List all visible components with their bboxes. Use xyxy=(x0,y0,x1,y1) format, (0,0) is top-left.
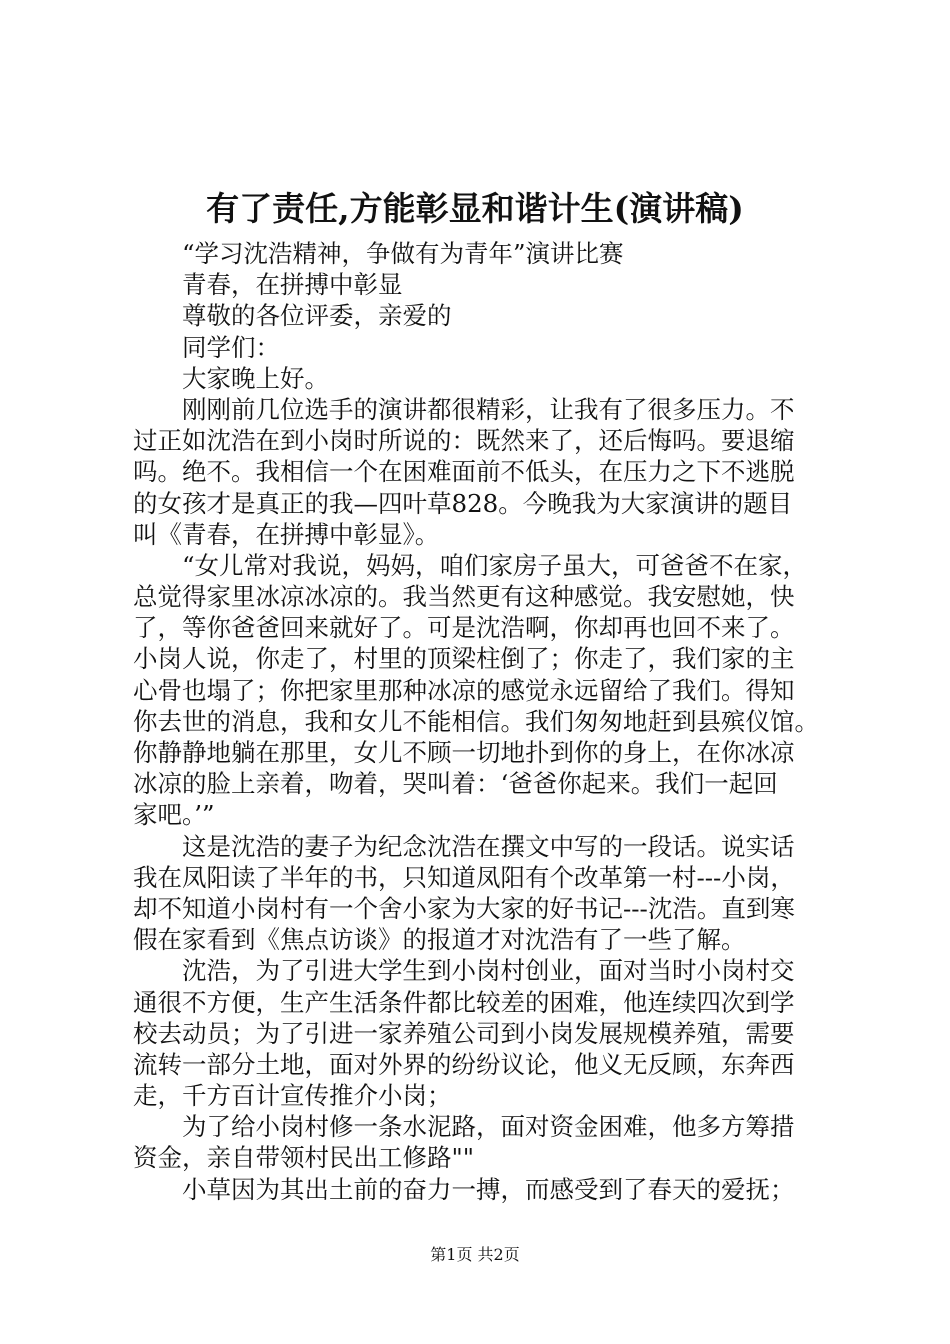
text-line: 叫《青春，在拼搏中彰显》。 xyxy=(133,519,440,549)
text-line: 资金，亲自带领村民出工修路"" xyxy=(133,1143,475,1173)
text-line: 心骨也塌了；你把家里那种冰凉的感觉永远留给了我们。得知 xyxy=(133,675,795,705)
text-line: 通很不方便，生产生活条件都比较差的困难，他连续四次到学 xyxy=(133,987,795,1017)
text-line: 总觉得家里冰凉冰凉的。我当然更有这种感觉。我安慰她，快 xyxy=(133,582,795,612)
text-line: 流转一部分土地，面对外界的纷纷议论，他义无反顾，东奔西 xyxy=(133,1049,795,1079)
text-line: 家吧。’” xyxy=(133,800,215,830)
text-line: 沈浩，为了引进大学生到小岗村创业，面对当时小岗村交 xyxy=(182,956,795,986)
text-line: 这是沈浩的妻子为纪念沈浩在撰文中写的一段话。说实话 xyxy=(182,831,795,861)
text-line: 校去动员；为了引进一家养殖公司到小岗发展规模养殖，需要 xyxy=(133,1018,795,1048)
page-footer: 第1页 共2页 xyxy=(430,1245,520,1264)
text-line: “学习沈浩精神，争做有为青年”演讲比赛 xyxy=(182,239,624,268)
text-line: 你静静地躺在那里，女儿不顾一切地扑到你的身上，在你冰凉 xyxy=(133,738,795,767)
text-line: 为了给小岗村修一条水泥路，面对资金困难，他多方筹措 xyxy=(182,1112,795,1142)
text-line: 青春，在拼搏中彰显 xyxy=(182,270,403,300)
text-line: 的女孩才是真正的我—四叶草828。今晚我为大家演讲的题目 xyxy=(133,488,793,518)
text-line: 你去世的消息，我和女儿不能相信。我们匆匆地赶到县殡仪馆。 xyxy=(133,706,819,736)
text-line: 冰凉的脸上亲着，吻着，哭叫着：‘爸爸你起来。我们一起回 xyxy=(133,769,778,799)
text-line: 小草因为其出土前的奋力一搏，而感受到了春天的爱抚； xyxy=(182,1174,795,1204)
text-line: 走，千方百计宣传推介小岗； xyxy=(133,1081,452,1111)
text-line: 却不知道小岗村有一个舍小家为大家的好书记---沈浩。直到寒 xyxy=(133,893,795,923)
text-line: 了，等你爸爸回来就好了。可是沈浩啊，你却再也回不来了。 xyxy=(133,613,795,643)
text-line: 大家晚上好。 xyxy=(182,363,329,393)
text-line: 同学们： xyxy=(182,332,280,362)
text-line: “女儿常对我说，妈妈，咱们家房子虽大，可爸爸不在家， xyxy=(182,550,808,580)
text-line: 过正如沈浩在到小岗时所说的：既然来了，还后悔吗。要退缩 xyxy=(133,426,795,456)
text-line: 假在家看到《焦点访谈》的报道才对沈浩有了一些了解。 xyxy=(133,925,746,955)
document-title: 有了责任,方能彰显和谐计生(演讲稿) xyxy=(206,189,744,228)
text-line: 刚刚前几位选手的演讲都很精彩，让我有了很多压力。不 xyxy=(182,394,795,424)
text-line: 我在凤阳读了半年的书，只知道凤阳有个改革第一村---小岗， xyxy=(133,862,795,892)
text-line: 小岗人说，你走了，村里的顶梁柱倒了；你走了，我们家的主 xyxy=(133,644,795,674)
text-line: 吗。绝不。我相信一个在困难面前不低头，在压力之下不逃脱 xyxy=(133,457,795,487)
document-body xyxy=(133,238,833,1205)
text-line: 尊敬的各位评委，亲爱的 xyxy=(182,301,452,331)
